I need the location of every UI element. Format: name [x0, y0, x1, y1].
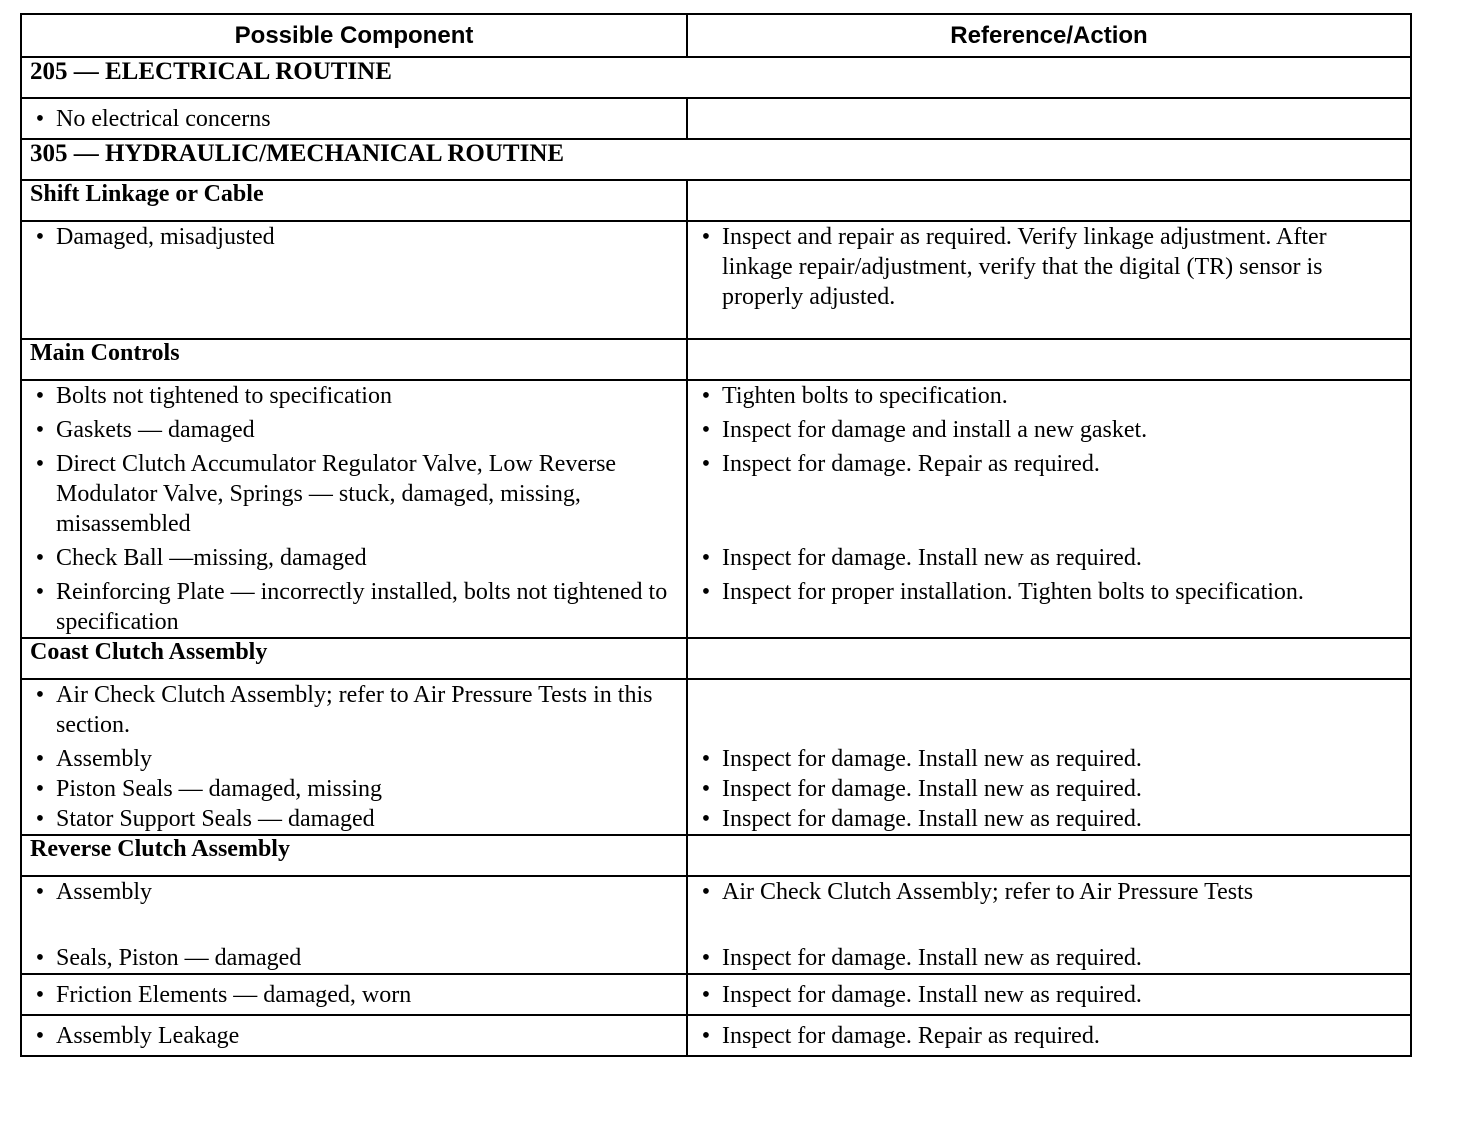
- action-text: Inspect for damage. Install new as required.: [722, 981, 1142, 1008]
- component-text: Assembly Leakage: [56, 1022, 240, 1049]
- action-text: Inspect for damage. Install new as required.: [722, 545, 1142, 571]
- action-cell: [687, 221, 1411, 339]
- action-text: Inspect for damage. Install new as required.: [722, 776, 1142, 802]
- action-text: Inspect for damage. Install new as required.: [722, 945, 1142, 971]
- bullet: •: [701, 879, 711, 905]
- bullet: •: [35, 545, 45, 571]
- bullet: •: [35, 981, 45, 1008]
- list-item: [30, 877, 678, 907]
- list-item: [30, 680, 678, 740]
- action-text: Inspect and repair as required. Verify linkage adjustment. After linkage repair/adjustment, verify that the digital (TR) sensor is properly adjusted.: [722, 224, 1327, 310]
- action-text: Inspect for damage. Repair as required.: [722, 451, 1100, 477]
- diagnostic-page: [20, 13, 1410, 1057]
- list-item: [696, 980, 1402, 1010]
- component-text: Reinforcing Plate — incorrectly installed, bolts not tightened to specification: [56, 579, 668, 635]
- list-item: [30, 1021, 678, 1051]
- component-text: Piston Seals — damaged, missing: [56, 776, 382, 802]
- bullet: •: [701, 545, 711, 571]
- action-cell: [687, 180, 1411, 221]
- component-cell: [21, 1015, 687, 1056]
- bullet: •: [701, 451, 711, 477]
- component-cell: [21, 679, 687, 835]
- component-text: Check Ball —missing, damaged: [56, 545, 367, 571]
- component-text: Assembly: [56, 746, 152, 772]
- bullet: •: [701, 579, 711, 605]
- table-row: [21, 876, 1411, 974]
- bullet: •: [701, 981, 711, 1008]
- bullet: •: [701, 1022, 711, 1049]
- list-item: [30, 543, 678, 573]
- table-row: [21, 98, 1411, 139]
- bullet: •: [35, 746, 45, 772]
- subsection-title-main-controls: Main Controls: [21, 339, 687, 380]
- list-item: [696, 381, 1402, 411]
- component-text: Assembly: [56, 879, 152, 905]
- component-text: Gaskets — damaged: [56, 417, 255, 443]
- action-cell: [687, 876, 1411, 974]
- list-item: [696, 943, 1402, 973]
- bullet: •: [35, 105, 45, 132]
- list-item: [30, 774, 678, 804]
- bullet: •: [701, 806, 711, 832]
- component-cell: [21, 221, 687, 339]
- list-item: [696, 415, 1402, 445]
- bullet: •: [35, 879, 45, 905]
- action-cell: [687, 835, 1411, 876]
- list-item: [30, 449, 678, 539]
- bullet: •: [35, 806, 45, 832]
- list-item: [696, 744, 1402, 774]
- component-text: Damaged, misadjusted: [56, 224, 275, 250]
- bullet: •: [701, 746, 711, 772]
- list-item: [30, 577, 678, 637]
- action-text: Inspect for proper installation. Tighten bolts to specification.: [722, 579, 1304, 605]
- bullet: •: [35, 224, 45, 250]
- list-item: [696, 222, 1402, 312]
- action-cell: [687, 638, 1411, 679]
- subsection-title-shift-linkage: Shift Linkage or Cable: [21, 180, 687, 221]
- subsection-row-reverse-clutch: [21, 835, 1411, 876]
- action-text: Inspect for damage. Install new as required.: [722, 806, 1142, 832]
- list-item: [696, 1021, 1402, 1051]
- header-possible-component: Possible Component: [21, 14, 687, 57]
- component-cell: [21, 98, 687, 139]
- action-text: Inspect for damage and install a new gasket.: [722, 417, 1148, 443]
- list-item: [30, 104, 678, 134]
- bullet: •: [35, 945, 45, 971]
- component-text: Direct Clutch Accumulator Regulator Valve, Low Reverse Modulator Valve, Springs — stuck, damaged, missing, misassembled: [56, 451, 617, 537]
- component-cell: [21, 876, 687, 974]
- action-text: Air Check Clutch Assembly; refer to Air Pressure Tests: [722, 879, 1254, 905]
- table-row: [21, 974, 1411, 1015]
- action-cell: [687, 974, 1411, 1015]
- subsection-title-reverse-clutch: Reverse Clutch Assembly: [21, 835, 687, 876]
- component-text: Air Check Clutch Assembly; refer to Air Pressure Tests in this section.: [56, 682, 653, 738]
- bullet: •: [35, 1022, 45, 1049]
- bullet: •: [701, 776, 711, 802]
- section-row-electrical: [21, 57, 1411, 98]
- list-item: [696, 449, 1402, 479]
- list-item: [30, 415, 678, 445]
- section-title-hydraulic: 305 — HYDRAULIC/MECHANICAL ROUTINE: [21, 139, 1411, 180]
- bullet: •: [35, 451, 45, 477]
- subsection-row-coast-clutch: [21, 638, 1411, 679]
- list-item: [696, 877, 1402, 907]
- list-item: [30, 980, 678, 1010]
- action-cell: [687, 679, 1411, 835]
- bullet: •: [701, 417, 711, 443]
- component-text: Friction Elements — damaged, worn: [56, 981, 412, 1008]
- component-text: Bolts not tightened to specification: [56, 383, 392, 409]
- component-cell: [21, 974, 687, 1015]
- bullet: •: [35, 579, 45, 605]
- component-text: Seals, Piston — damaged: [56, 945, 302, 971]
- table-row: [21, 380, 1411, 638]
- list-item: [696, 543, 1402, 573]
- action-cell: [687, 98, 1411, 139]
- table-header-row: [21, 14, 1411, 57]
- bullet: •: [701, 945, 711, 971]
- section-row-hydraulic: [21, 139, 1411, 180]
- component-text: Stator Support Seals — damaged: [56, 806, 375, 832]
- list-item: [696, 804, 1402, 834]
- action-text: Inspect for damage. Repair as required.: [722, 1022, 1100, 1049]
- bullet: •: [35, 383, 45, 409]
- section-title-electrical: 205 — ELECTRICAL ROUTINE: [21, 57, 1411, 98]
- list-item: [30, 222, 678, 252]
- subsection-row-main-controls: [21, 339, 1411, 380]
- action-cell: [687, 380, 1411, 638]
- list-item: [30, 804, 678, 834]
- bullet: •: [35, 417, 45, 443]
- table-row: [21, 679, 1411, 835]
- subsection-row-shift-linkage: [21, 180, 1411, 221]
- action-text: Inspect for damage. Install new as required.: [722, 746, 1142, 772]
- list-item: [30, 744, 678, 774]
- bullet: •: [35, 776, 45, 802]
- component-cell: [21, 380, 687, 638]
- table-row: [21, 1015, 1411, 1056]
- table-row: [21, 221, 1411, 339]
- subsection-title-coast-clutch: Coast Clutch Assembly: [21, 638, 687, 679]
- action-cell: [687, 339, 1411, 380]
- component-text: No electrical concerns: [56, 105, 271, 132]
- list-item: [696, 774, 1402, 804]
- bullet: •: [701, 224, 711, 250]
- header-reference-action: Reference/Action: [687, 14, 1411, 57]
- action-cell: [687, 1015, 1411, 1056]
- bullet: •: [35, 682, 45, 708]
- list-item: [30, 381, 678, 411]
- bullet: •: [701, 383, 711, 409]
- action-text: Tighten bolts to specification.: [722, 383, 1008, 409]
- list-item: [30, 943, 678, 973]
- list-item: [696, 577, 1402, 607]
- diagnostic-table: [20, 13, 1412, 1057]
